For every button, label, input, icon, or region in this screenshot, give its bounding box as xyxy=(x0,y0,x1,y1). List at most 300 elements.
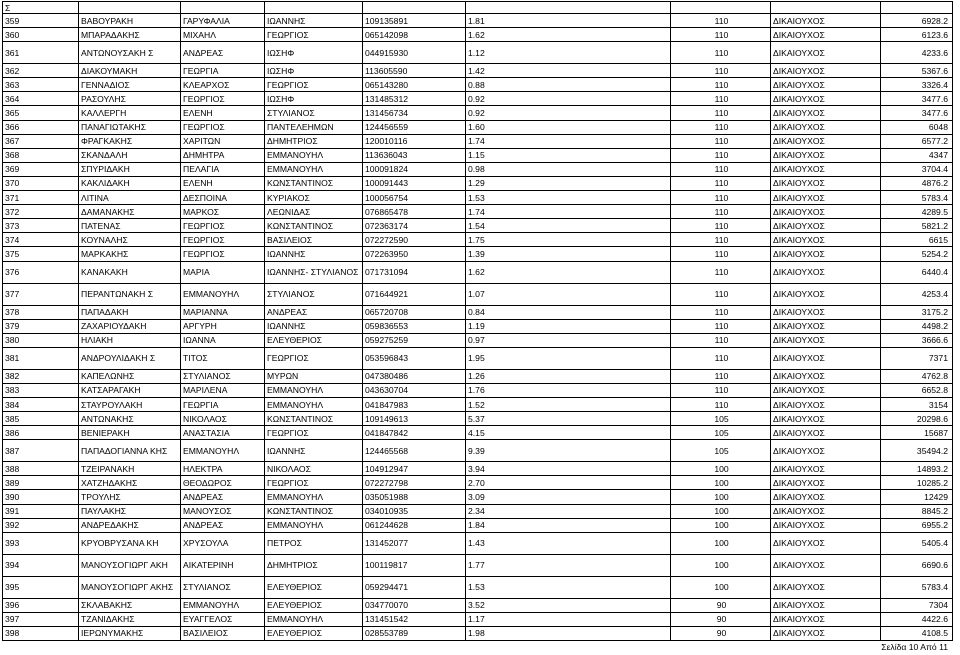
cell-id-number: 076865478 xyxy=(363,205,466,219)
cell-surname: ΤΡΟΥΛΗΣ xyxy=(79,490,181,504)
cell-first-name: ΑΝΔΡΕΑΣ xyxy=(181,490,265,504)
cell-status: ΔΙΚΑΙΟΥΧΟΣ xyxy=(771,554,881,576)
cell-first-name: ΘΕΟΔΩΡΟΣ xyxy=(181,476,265,490)
cell-father-name: ΙΩΑΝΝΗΣ- ΣΤΥΛΙΑΝΟΣ xyxy=(265,261,363,283)
cell-father-name: ΔΗΜΗΤΡΙΟΣ xyxy=(265,554,363,576)
table-row xyxy=(3,148,953,162)
table-row xyxy=(3,518,953,532)
cell-surname: ΣΠΥΡΙΔΑΚΗ xyxy=(79,162,181,176)
cell-amount: 4233.6 xyxy=(881,42,953,64)
cell-status: ΔΙΚΑΙΟΥΧΟΣ xyxy=(771,283,881,305)
cell-father-name: ΙΩΑΝΝΗΣ xyxy=(265,440,363,462)
cell-surname: ΡΑΣΟΥΛΗΣ xyxy=(79,92,181,106)
cell-father-name: ΕΜΜΑΝΟΥΗΛ xyxy=(265,162,363,176)
cell-surname: ΗΛΙΑΚΗ xyxy=(79,333,181,347)
cell-score: 0.92 xyxy=(466,106,671,120)
cell-father-name: ΓΕΩΡΓΙΟΣ xyxy=(265,347,363,369)
cell-first-name: ΣΤΥΛΙΑΝΟΣ xyxy=(181,576,265,598)
page-number: Σελίδα 10 Από 11 xyxy=(881,642,948,652)
cell-surname: ΚΟΥΝΑΛΗΣ xyxy=(79,233,181,247)
cell-id-number: 131485312 xyxy=(363,92,466,106)
cell-status: ΔΙΚΑΙΟΥΧΟΣ xyxy=(771,92,881,106)
cell-id-number: 100091443 xyxy=(363,176,466,190)
cell-no: 370 xyxy=(3,176,79,190)
cell-code: 100 xyxy=(671,476,771,490)
cell-id-number: 131451542 xyxy=(363,612,466,626)
cell-surname: ΔΑΜΑΝΑΚΗΣ xyxy=(79,205,181,219)
cell-first-name: ΙΩΑΝΝΑ xyxy=(181,333,265,347)
cell-first-name: ΜΑΡΙΑ xyxy=(181,261,265,283)
cell-amount: 15687 xyxy=(881,426,953,440)
table-row xyxy=(3,14,953,28)
cell-surname: ΑΝΔΡΟΥΛΙΔΑΚΗ Σ xyxy=(79,347,181,369)
cell-first-name: ΔΕΣΠΟΙΝΑ xyxy=(181,191,265,205)
cell-score: 3.09 xyxy=(466,490,671,504)
cell-father-name: ΙΩΣΗΦ xyxy=(265,42,363,64)
cell-amount: 5821.2 xyxy=(881,219,953,233)
cell-id-number: 059294471 xyxy=(363,576,466,598)
cell-score: 1.39 xyxy=(466,247,671,261)
cell-father-name: ΚΥΡΙΑΚΟΣ xyxy=(265,191,363,205)
cell-surname: ΦΡΑΓΚΑΚΗΣ xyxy=(79,134,181,148)
cell-amount: 5783.4 xyxy=(881,576,953,598)
cell-first-name: ΓΕΩΡΓΙΑ xyxy=(181,64,265,78)
cell-code: 100 xyxy=(671,554,771,576)
cell-father-name: ΣΤΥΛΙΑΝΟΣ xyxy=(265,106,363,120)
table-row xyxy=(3,598,953,612)
table-row xyxy=(3,162,953,176)
cell-no: 359 xyxy=(3,14,79,28)
cell-amount: 6955.2 xyxy=(881,518,953,532)
cell-status: ΔΙΚΑΙΟΥΧΟΣ xyxy=(771,106,881,120)
cell-score: 3.52 xyxy=(466,598,671,612)
cell-id-number: 104912947 xyxy=(363,462,466,476)
table-row xyxy=(3,397,953,411)
cell-first-name: ΜΑΡΙΑΝΝΑ xyxy=(181,305,265,319)
cell-code: 110 xyxy=(671,176,771,190)
cell-status: ΔΙΚΑΙΟΥΧΟΣ xyxy=(771,612,881,626)
cell-score: 1.19 xyxy=(466,319,671,333)
cell-code: 90 xyxy=(671,598,771,612)
cell-surname: ΠΑΠΑΔΟΓΙΑΝΝΑ ΚΗΣ xyxy=(79,440,181,462)
cell-code: 110 xyxy=(671,219,771,233)
cell-first-name: ΓΕΩΡΓΙΟΣ xyxy=(181,233,265,247)
cell-id-number: 028553789 xyxy=(363,626,466,640)
cell-id-number: 072363174 xyxy=(363,219,466,233)
cell-no: 392 xyxy=(3,518,79,532)
table-row xyxy=(3,191,953,205)
cell-score: 1.53 xyxy=(466,191,671,205)
cell-amount: 6440.4 xyxy=(881,261,953,283)
table-body xyxy=(3,2,953,641)
cell-code: 105 xyxy=(671,426,771,440)
cell-amount: 4289.5 xyxy=(881,205,953,219)
cell-id-number: 065142098 xyxy=(363,28,466,42)
cell-father-name: ΠΕΤΡΟΣ xyxy=(265,532,363,554)
cell-code: 110 xyxy=(671,162,771,176)
cell-id-number: 035051988 xyxy=(363,490,466,504)
cell-id-number: 047380486 xyxy=(363,369,466,383)
table-row xyxy=(3,476,953,490)
cell-amount: 6928.2 xyxy=(881,14,953,28)
cell-amount: 4347 xyxy=(881,148,953,162)
cell-no: 364 xyxy=(3,92,79,106)
cell-father-name: ΝΙΚΟΛΑΟΣ xyxy=(265,462,363,476)
cell-no: 394 xyxy=(3,554,79,576)
cell-id-number: 100056754 xyxy=(363,191,466,205)
cell-code: 100 xyxy=(671,518,771,532)
table-row xyxy=(3,612,953,626)
cell-first-name: ΕΜΜΑΝΟΥΗΛ xyxy=(181,598,265,612)
cell-amount: 6690.6 xyxy=(881,554,953,576)
cell-no: 367 xyxy=(3,134,79,148)
cell-score: 1.26 xyxy=(466,369,671,383)
cell-surname: ΒΑΒΟΥΡΑΚΗ xyxy=(79,14,181,28)
cell-id-number: 131452077 xyxy=(363,532,466,554)
cell-score: 0.92 xyxy=(466,92,671,106)
cell-father-name: ΕΜΜΑΝΟΥΗΛ xyxy=(265,148,363,162)
cell-code: 110 xyxy=(671,333,771,347)
cell-status: ΔΙΚΑΙΟΥΧΟΣ xyxy=(771,518,881,532)
cell-status: ΔΙΚΑΙΟΥΧΟΣ xyxy=(771,42,881,64)
cell-first-name: ΔΗΜΗΤΡΑ xyxy=(181,148,265,162)
cell-surname: ΠΑΥΛΑΚΗΣ xyxy=(79,504,181,518)
cell-score: 0.88 xyxy=(466,78,671,92)
cell-id-number: 072272798 xyxy=(363,476,466,490)
cell-first-name: ΕΛΕΝΗ xyxy=(181,176,265,190)
cell-status: ΔΙΚΑΙΟΥΧΟΣ xyxy=(771,347,881,369)
cell-id-number: 041847983 xyxy=(363,397,466,411)
cell-first-name: ΠΕΛΑΓΙΑ xyxy=(181,162,265,176)
cell-amount: 8845.2 xyxy=(881,504,953,518)
cell-code: 110 xyxy=(671,383,771,397)
cell-id-number: 041847842 xyxy=(363,426,466,440)
cell-father-name: ΜΥΡΩΝ xyxy=(265,369,363,383)
cell-first-name: ΓΕΩΡΓΙΟΣ xyxy=(181,92,265,106)
cell-score: 1.43 xyxy=(466,532,671,554)
cell-father-name: ΚΩΝΣΤΑΝΤΙΝΟΣ xyxy=(265,504,363,518)
cell-first-name: ΒΑΣΙΛΕΙΟΣ xyxy=(181,626,265,640)
cell-no: 395 xyxy=(3,576,79,598)
cell-surname: ΑΝΤΩΝΑΚΗΣ xyxy=(79,412,181,426)
cell-amount: 6123.6 xyxy=(881,28,953,42)
cell-first-name: ΗΛΕΚΤΡΑ xyxy=(181,462,265,476)
cell-status: ΔΙΚΑΙΟΥΧΟΣ xyxy=(771,440,881,462)
cell-amount: 5367.6 xyxy=(881,64,953,78)
cell-surname: ΠΕΡΑΝΤΩΝΑΚΗ Σ xyxy=(79,283,181,305)
cell-surname: ΙΕΡΩΝΥΜΑΚΗΣ xyxy=(79,626,181,640)
table-row xyxy=(3,319,953,333)
cell-surname: ΑΝΔΡΕΔΑΚΗΣ xyxy=(79,518,181,532)
cell-surname: ΜΑΝΟΥΣΟΓΙΩΡΓ ΑΚΗ xyxy=(79,554,181,576)
cell-father-name: ΙΩΣΗΦ xyxy=(265,64,363,78)
cell-id-number: 044915930 xyxy=(363,42,466,64)
cell-surname: ΔΙΑΚΟΥΜΑΚΗ xyxy=(79,64,181,78)
cell-father-name: ΙΩΑΝΝΗΣ xyxy=(265,247,363,261)
cell-score: 1.07 xyxy=(466,283,671,305)
cell-first-name: ΑΝΔΡΕΑΣ xyxy=(181,518,265,532)
cell-id-number: 034010935 xyxy=(363,504,466,518)
cell-score: 3.94 xyxy=(466,462,671,476)
cell-no: 368 xyxy=(3,148,79,162)
cell-id-number: 100091824 xyxy=(363,162,466,176)
cell-father-name: ΕΛΕΥΘΕΡΙΟΣ xyxy=(265,626,363,640)
cell-father-name: ΕΜΜΑΝΟΥΗΛ xyxy=(265,383,363,397)
table-row xyxy=(3,64,953,78)
cell-surname: ΤΖΕΙΡΑΝΑΚΗ xyxy=(79,462,181,476)
cell-score: 1.95 xyxy=(466,347,671,369)
cell-amount: 3175.2 xyxy=(881,305,953,319)
cell-surname: ΤΖΑΝΙΔΑΚΗΣ xyxy=(79,612,181,626)
cell-father-name: ΛΕΩΝΙΔΑΣ xyxy=(265,205,363,219)
cell-no: 380 xyxy=(3,333,79,347)
cell-no: 375 xyxy=(3,247,79,261)
cell-code: 110 xyxy=(671,28,771,42)
cell-amount: 6652.8 xyxy=(881,383,953,397)
cell-status: ΔΙΚΑΙΟΥΧΟΣ xyxy=(771,532,881,554)
cell-surname: ΚΑΚΛΙΔΑΚΗ xyxy=(79,176,181,190)
cell-id-number: 059275259 xyxy=(363,333,466,347)
cell-status: ΔΙΚΑΙΟΥΧΟΣ xyxy=(771,14,881,28)
cell-code: 90 xyxy=(671,612,771,626)
table-row xyxy=(3,205,953,219)
cell-surname: ΣΚΛΑΒΑΚΗΣ xyxy=(79,598,181,612)
cell-score: 1.62 xyxy=(466,28,671,42)
cell-score: 1.17 xyxy=(466,612,671,626)
cell-surname: ΣΤΑΥΡΟΥΛΑΚΗ xyxy=(79,397,181,411)
cell-first-name: ΧΡΥΣΟΥΛΑ xyxy=(181,532,265,554)
cell-first-name: ΜΑΡΙΛΕΝΑ xyxy=(181,383,265,397)
table-row xyxy=(3,576,953,598)
cell-first-name: ΕΜΜΑΝΟΥΗΛ xyxy=(181,440,265,462)
table-header-fragment-row xyxy=(3,2,953,14)
cell-id-number: 065143280 xyxy=(363,78,466,92)
cell-score: 1.98 xyxy=(466,626,671,640)
cell-score: 1.84 xyxy=(466,518,671,532)
table-row xyxy=(3,440,953,462)
cell-status: ΔΙΚΑΙΟΥΧΟΣ xyxy=(771,598,881,612)
cell-code: 110 xyxy=(671,78,771,92)
cell-id-number: 109149613 xyxy=(363,412,466,426)
header-fragment: Σ xyxy=(3,2,79,14)
cell-father-name: ΓΕΩΡΓΙΟΣ xyxy=(265,476,363,490)
cell-first-name: ΣΤΥΛΙΑΝΟΣ xyxy=(181,369,265,383)
cell-status: ΔΙΚΑΙΟΥΧΟΣ xyxy=(771,134,881,148)
cell-code: 110 xyxy=(671,319,771,333)
cell-amount: 14893.2 xyxy=(881,462,953,476)
cell-code: 110 xyxy=(671,305,771,319)
cell-first-name: ΝΙΚΟΛΑΟΣ xyxy=(181,412,265,426)
cell-amount: 12429 xyxy=(881,490,953,504)
cell-status: ΔΙΚΑΙΟΥΧΟΣ xyxy=(771,120,881,134)
cell-no: 366 xyxy=(3,120,79,134)
cell-surname: ΚΑΠΕΛΩΝΗΣ xyxy=(79,369,181,383)
cell-score: 1.53 xyxy=(466,576,671,598)
cell-first-name: ΕΥΑΓΓΕΛΟΣ xyxy=(181,612,265,626)
cell-code: 110 xyxy=(671,397,771,411)
cell-amount: 4876.2 xyxy=(881,176,953,190)
cell-code: 110 xyxy=(671,369,771,383)
cell-first-name: ΚΛΕΑΡΧΟΣ xyxy=(181,78,265,92)
cell-no: 381 xyxy=(3,347,79,369)
cell-status: ΔΙΚΑΙΟΥΧΟΣ xyxy=(771,333,881,347)
cell-surname: ΠΑΝΑΓΙΩΤΑΚΗΣ xyxy=(79,120,181,134)
cell-no: 371 xyxy=(3,191,79,205)
cell-status: ΔΙΚΑΙΟΥΧΟΣ xyxy=(771,305,881,319)
cell-father-name: ΕΜΜΑΝΟΥΗΛ xyxy=(265,397,363,411)
cell-code: 110 xyxy=(671,261,771,283)
table-row xyxy=(3,106,953,120)
cell-status: ΔΙΚΑΙΟΥΧΟΣ xyxy=(771,490,881,504)
cell-code: 110 xyxy=(671,247,771,261)
cell-status: ΔΙΚΑΙΟΥΧΟΣ xyxy=(771,148,881,162)
cell-amount: 4253.4 xyxy=(881,283,953,305)
cell-status: ΔΙΚΑΙΟΥΧΟΣ xyxy=(771,28,881,42)
beneficiaries-table xyxy=(2,1,953,641)
cell-no: 397 xyxy=(3,612,79,626)
cell-code: 105 xyxy=(671,440,771,462)
cell-no: 389 xyxy=(3,476,79,490)
cell-no: 377 xyxy=(3,283,79,305)
cell-first-name: ΓΑΡΥΦΑΛΙΑ xyxy=(181,14,265,28)
cell-status: ΔΙΚΑΙΟΥΧΟΣ xyxy=(771,626,881,640)
cell-code: 100 xyxy=(671,490,771,504)
cell-status: ΔΙΚΑΙΟΥΧΟΣ xyxy=(771,369,881,383)
cell-father-name: ΓΕΩΡΓΙΟΣ xyxy=(265,426,363,440)
cell-father-name: ΕΜΜΑΝΟΥΗΛ xyxy=(265,518,363,532)
cell-status: ΔΙΚΑΙΟΥΧΟΣ xyxy=(771,412,881,426)
cell-no: 372 xyxy=(3,205,79,219)
cell-status: ΔΙΚΑΙΟΥΧΟΣ xyxy=(771,191,881,205)
cell-amount: 7304 xyxy=(881,598,953,612)
cell-no: 365 xyxy=(3,106,79,120)
cell-score: 1.62 xyxy=(466,261,671,283)
cell-father-name: ΚΩΝΣΤΑΝΤΙΝΟΣ xyxy=(265,219,363,233)
cell-score: 4.15 xyxy=(466,426,671,440)
cell-id-number: 053596843 xyxy=(363,347,466,369)
cell-no: 387 xyxy=(3,440,79,462)
cell-surname: ΠΑΤΕΝΑΣ xyxy=(79,219,181,233)
table-row xyxy=(3,626,953,640)
cell-amount: 5783.4 xyxy=(881,191,953,205)
cell-amount: 7371 xyxy=(881,347,953,369)
cell-status: ΔΙΚΑΙΟΥΧΟΣ xyxy=(771,397,881,411)
cell-id-number: 072263950 xyxy=(363,247,466,261)
cell-code: 100 xyxy=(671,576,771,598)
cell-no: 363 xyxy=(3,78,79,92)
cell-no: 362 xyxy=(3,64,79,78)
table-row xyxy=(3,134,953,148)
cell-score: 1.29 xyxy=(466,176,671,190)
cell-id-number: 120010116 xyxy=(363,134,466,148)
cell-first-name: ΕΜΜΑΝΟΥΗΛ xyxy=(181,283,265,305)
cell-score: 1.42 xyxy=(466,64,671,78)
cell-surname: ΓΕΝΝΑΔΙΟΣ xyxy=(79,78,181,92)
cell-first-name: ΤΙΤΟΣ xyxy=(181,347,265,369)
cell-surname: ΚΑΛΛΕΡΓΗ xyxy=(79,106,181,120)
cell-surname: ΚΡΥΟΒΡΥΣΑΝΑ ΚΗ xyxy=(79,532,181,554)
cell-amount: 4422.6 xyxy=(881,612,953,626)
cell-father-name: ΙΩΑΝΝΗΣ xyxy=(265,14,363,28)
cell-code: 100 xyxy=(671,504,771,518)
cell-id-number: 124465568 xyxy=(363,440,466,462)
cell-status: ΔΙΚΑΙΟΥΧΟΣ xyxy=(771,162,881,176)
cell-surname: ΖΑΧΑΡΙΟΥΔΑΚΗ xyxy=(79,319,181,333)
cell-id-number: 113605590 xyxy=(363,64,466,78)
cell-amount: 3154 xyxy=(881,397,953,411)
table-row xyxy=(3,426,953,440)
cell-father-name: ΕΜΜΑΝΟΥΗΛ xyxy=(265,612,363,626)
cell-first-name: ΕΛΕΝΗ xyxy=(181,106,265,120)
cell-score: 1.52 xyxy=(466,397,671,411)
cell-amount: 6615 xyxy=(881,233,953,247)
cell-no: 384 xyxy=(3,397,79,411)
cell-id-number: 131456734 xyxy=(363,106,466,120)
cell-surname: ΜΑΡΚΑΚΗΣ xyxy=(79,247,181,261)
cell-father-name: ΔΗΜΗΤΡΙΟΣ xyxy=(265,134,363,148)
cell-id-number: 071731094 xyxy=(363,261,466,283)
cell-id-number: 072272590 xyxy=(363,233,466,247)
cell-status: ΔΙΚΑΙΟΥΧΟΣ xyxy=(771,383,881,397)
cell-surname: ΧΑΤΖΗΔΑΚΗΣ xyxy=(79,476,181,490)
cell-id-number: 109135891 xyxy=(363,14,466,28)
cell-status: ΔΙΚΑΙΟΥΧΟΣ xyxy=(771,219,881,233)
cell-amount: 4498.2 xyxy=(881,319,953,333)
cell-id-number: 043630704 xyxy=(363,383,466,397)
cell-no: 398 xyxy=(3,626,79,640)
cell-no: 391 xyxy=(3,504,79,518)
cell-status: ΔΙΚΑΙΟΥΧΟΣ xyxy=(771,261,881,283)
cell-score: 1.81 xyxy=(466,14,671,28)
cell-code: 110 xyxy=(671,42,771,64)
table-row xyxy=(3,120,953,134)
table-row xyxy=(3,28,953,42)
cell-no: 376 xyxy=(3,261,79,283)
cell-code: 110 xyxy=(671,148,771,162)
cell-code: 110 xyxy=(671,92,771,106)
cell-score: 1.77 xyxy=(466,554,671,576)
cell-amount: 4762.8 xyxy=(881,369,953,383)
table-row xyxy=(3,554,953,576)
cell-surname: ΑΝΤΩΝΟΥΣΑΚΗ Σ xyxy=(79,42,181,64)
cell-amount: 6577.2 xyxy=(881,134,953,148)
table-row xyxy=(3,383,953,397)
cell-id-number: 061244628 xyxy=(363,518,466,532)
cell-no: 361 xyxy=(3,42,79,64)
cell-no: 390 xyxy=(3,490,79,504)
cell-score: 2.70 xyxy=(466,476,671,490)
cell-father-name: ΙΩΣΗΦ xyxy=(265,92,363,106)
cell-score: 1.12 xyxy=(466,42,671,64)
cell-no: 360 xyxy=(3,28,79,42)
cell-id-number: 071644921 xyxy=(363,283,466,305)
cell-surname: ΚΑΝΑΚΑΚΗ xyxy=(79,261,181,283)
cell-amount: 5405.4 xyxy=(881,532,953,554)
cell-no: 379 xyxy=(3,319,79,333)
cell-father-name: ΑΝΔΡΕΑΣ xyxy=(265,305,363,319)
cell-amount: 3704.4 xyxy=(881,162,953,176)
cell-father-name: ΙΩΑΝΝΗΣ xyxy=(265,319,363,333)
table-row xyxy=(3,504,953,518)
cell-first-name: ΓΕΩΡΓΙΟΣ xyxy=(181,219,265,233)
cell-amount: 5254.2 xyxy=(881,247,953,261)
table-row xyxy=(3,261,953,283)
cell-no: 386 xyxy=(3,426,79,440)
cell-surname: ΜΑΝΟΥΣΟΓΙΩΡΓ ΑΚΗΣ xyxy=(79,576,181,598)
table-row xyxy=(3,247,953,261)
cell-amount: 6048 xyxy=(881,120,953,134)
cell-first-name: ΧΑΡΙΤΩΝ xyxy=(181,134,265,148)
